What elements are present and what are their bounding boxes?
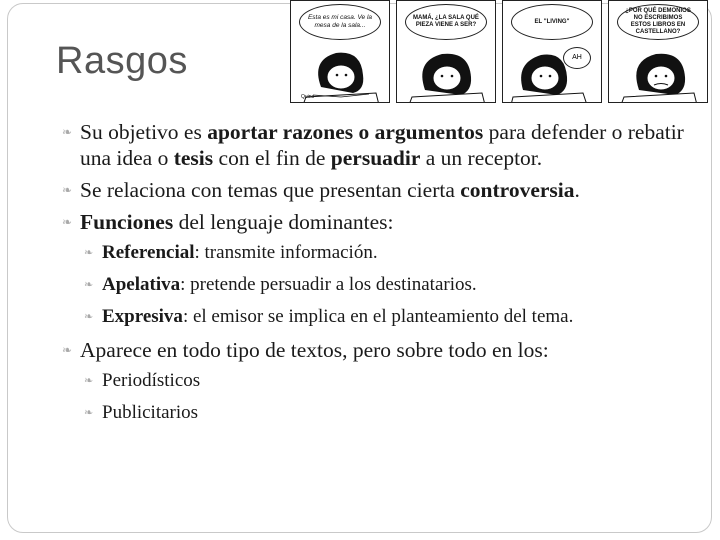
- comic-panel-2: [396, 0, 496, 103]
- bullet-text: del lenguaje dominantes:: [173, 210, 394, 234]
- bullet-marker-icon: ❧: [84, 311, 94, 323]
- artist-signature: Quino: [301, 94, 315, 100]
- bullet-list: [62, 119, 692, 433]
- emphasis-text: persuadir: [330, 146, 421, 170]
- bullet-marker-icon: ❧: [62, 183, 73, 197]
- bullet-text: : pretende persuadir a los destinatarios.: [180, 274, 477, 295]
- emphasis-text: Funciones: [80, 210, 174, 234]
- emphasis-text: controversia: [460, 178, 575, 202]
- bullet-text: Periodísticos: [102, 370, 201, 391]
- bullet-text: Aparece en todo tipo de textos, pero sobre todo en los:: [80, 338, 549, 362]
- speech-bubble-4: ¿POR QUÉ DEMONIOS NO ESCRIBIMOS ESTOS LIBROS EN CASTELLANO?: [617, 4, 699, 40]
- emphasis-text: Apelativa: [102, 274, 181, 295]
- sub-bullet-item: [62, 305, 692, 329]
- comic-panel-1: [290, 0, 390, 103]
- sub-bullet-item: [62, 273, 692, 297]
- slide-title: Rasgos: [56, 40, 188, 82]
- bullet-text: para defender o rebatir una idea o: [80, 120, 684, 170]
- sub-bullet-item: [62, 369, 692, 393]
- bullet-text: a un receptor.: [420, 146, 543, 170]
- emphasis-text: Expresiva: [102, 306, 183, 327]
- bullet-text: Se relaciona con temas que presentan cierta: [80, 178, 461, 202]
- bullet-marker-icon: ❧: [84, 375, 94, 387]
- emphasis-text: Referencial: [102, 242, 195, 263]
- bullet-marker-icon: ❧: [62, 215, 73, 229]
- character-drawing-3: [503, 35, 602, 103]
- bullet-item: [62, 177, 692, 203]
- bullet-text: Su objetivo es: [80, 120, 208, 144]
- bullet-item: [62, 337, 692, 363]
- character-drawing-4: [609, 35, 708, 103]
- bullet-item: [62, 119, 692, 171]
- sub-bullet-item: [62, 401, 692, 425]
- comic-strip: [287, 0, 711, 104]
- speech-bubble-3: EL "LIVING": [511, 4, 593, 40]
- bullet-marker-icon: ❧: [62, 343, 73, 357]
- sub-bullet-item: [62, 241, 692, 265]
- bullet-marker-icon: ❧: [84, 279, 94, 291]
- bullet-text: Publicitarios: [102, 402, 199, 423]
- speech-bubble-1: Esta es mi casa. Ve la mesa de la sala...: [299, 4, 381, 40]
- bullet-marker-icon: ❧: [84, 247, 94, 259]
- speech-bubble-2: MAMÁ, ¿LA SALA QUÉ PIEZA VIENE A SER?: [405, 4, 487, 40]
- character-drawing-2: [397, 35, 496, 103]
- emphasis-text: tesis: [173, 146, 214, 170]
- bullet-item: [62, 209, 692, 235]
- bullet-text: : transmite información.: [194, 242, 378, 263]
- comic-panel-4: [608, 0, 708, 103]
- character-drawing-1: [291, 35, 390, 103]
- comic-panel-3: [502, 0, 602, 103]
- bullet-text: .: [574, 178, 580, 202]
- bullet-marker-icon: ❧: [84, 407, 94, 419]
- emphasis-text: aportar razones o argumentos: [207, 120, 484, 144]
- bullet-text: : el emisor se implica en el planteamiento del tema.: [182, 306, 574, 327]
- bullet-marker-icon: ❧: [62, 125, 73, 139]
- speech-bubble-reply: AH: [563, 47, 591, 69]
- bullet-text: con el fin de: [213, 146, 331, 170]
